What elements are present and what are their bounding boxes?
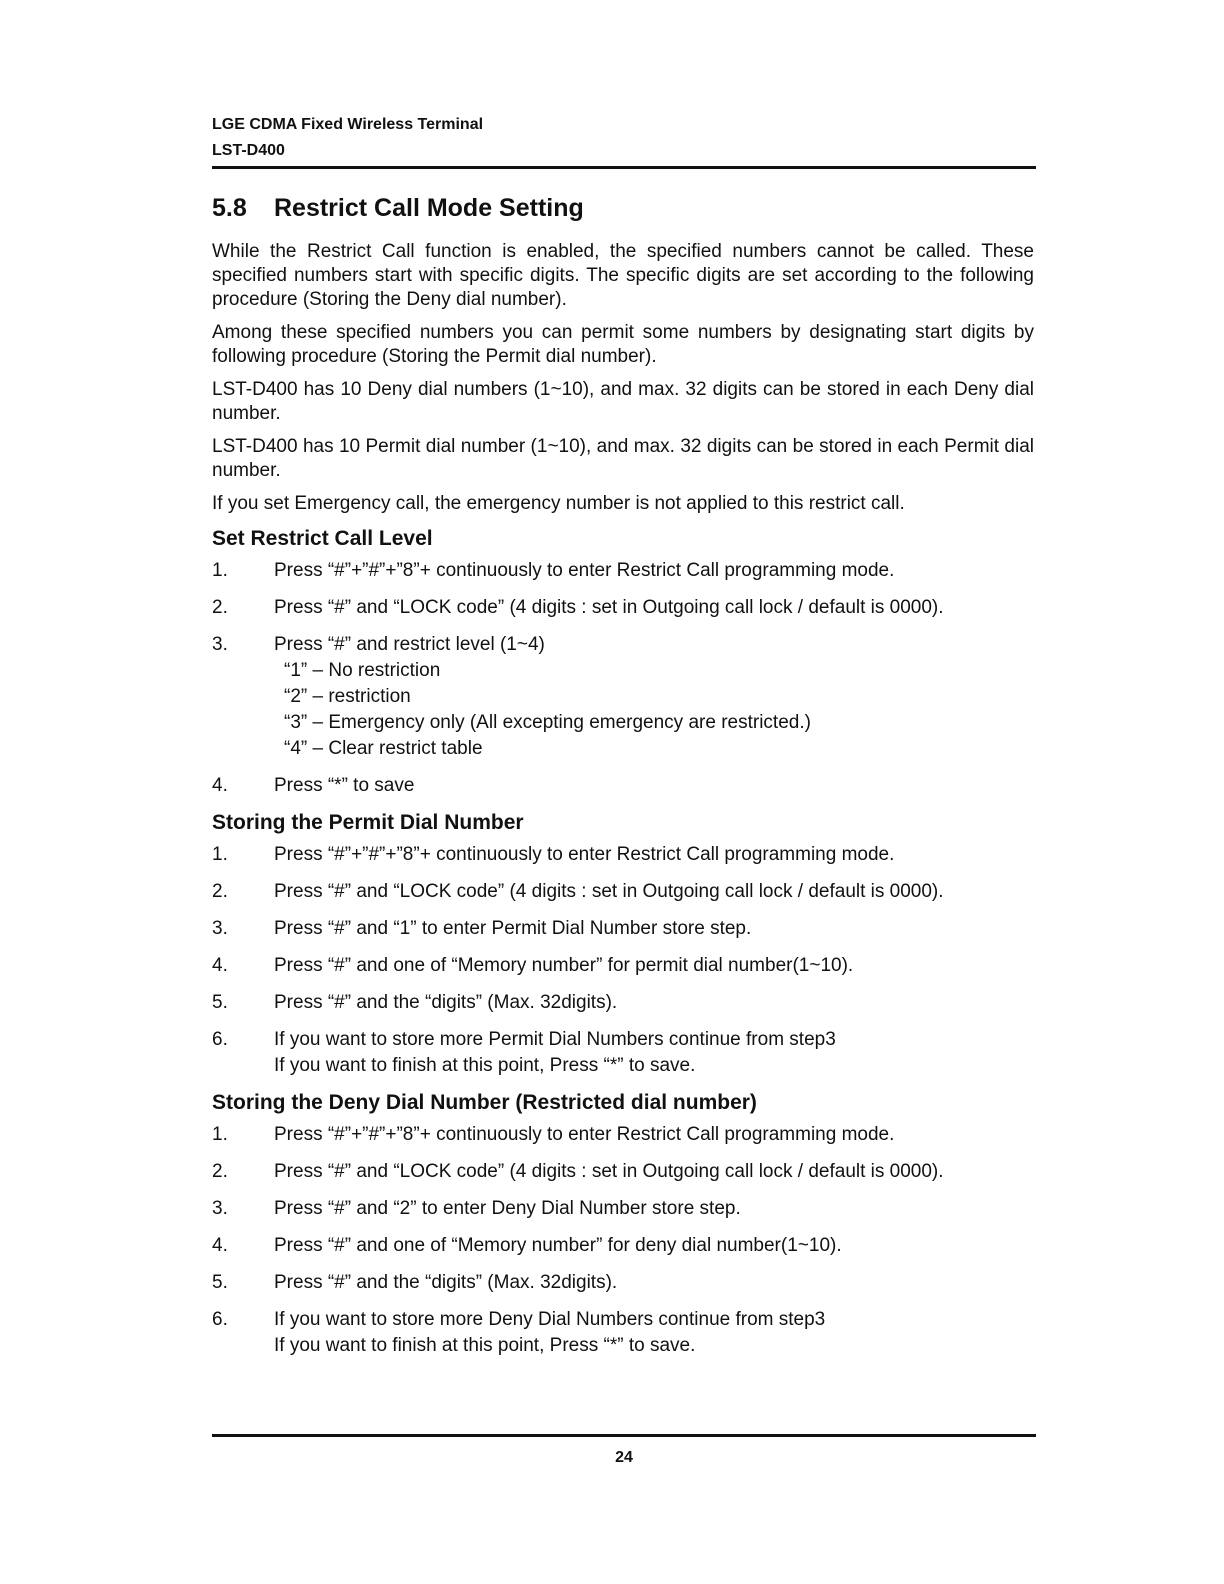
step-text: Press “#”+”#”+”8”+ continuously to enter Restrict Call programming mode. — [274, 560, 895, 581]
step-text: Press “#” and one of “Memory number” for deny dial number(1~10). — [274, 1235, 842, 1256]
header-title: LGE CDMA Fixed Wireless Terminal — [212, 116, 484, 133]
step-number: 1. — [212, 560, 228, 581]
permit-heading: Storing the Permit Dial Number — [212, 811, 524, 834]
step-number: 6. — [212, 1309, 228, 1330]
level-steps — [212, 558, 1034, 799]
page-content — [212, 190, 1034, 1370]
step-text-group — [274, 1027, 1034, 1079]
step-number: 5. — [212, 1272, 228, 1293]
step-number: 3. — [212, 634, 228, 655]
list-item — [212, 953, 1034, 979]
list-item — [212, 879, 1034, 905]
list-item — [212, 1307, 1034, 1359]
level-option: “2” – restriction — [284, 686, 411, 707]
list-item — [212, 1270, 1034, 1296]
step-number: 1. — [212, 844, 228, 865]
step-number: 2. — [212, 1161, 228, 1182]
level-heading: Set Restrict Call Level — [212, 527, 433, 550]
step-number: 4. — [212, 955, 228, 976]
level-option: “4” – Clear restrict table — [284, 738, 483, 759]
step-number: 4. — [212, 1235, 228, 1256]
step-text: Press “#” and “LOCK code” (4 digits : set in Outgoing call lock / default is 0000). — [274, 1161, 944, 1182]
intro-paragraph: While the Restrict Call function is enabled, the specified numbers cannot be called. These specified numbers start with specific digits. The specific digits are set according to the following procedure (Storing the Deny dial number). — [212, 241, 1034, 310]
page-number: 24 — [615, 1449, 633, 1466]
step-number: 3. — [212, 1198, 228, 1219]
list-item — [212, 916, 1034, 942]
step-text: Press “#” and the “digits” (Max. 32digits). — [274, 1272, 618, 1293]
step-text: Press “#”+”#”+”8”+ continuously to enter Restrict Call programming mode. — [274, 844, 895, 865]
section-heading — [212, 190, 1034, 226]
intro-paragraph: LST-D400 has 10 Deny dial numbers (1~10), and max. 32 digits can be stored in each Deny dial number. — [212, 379, 1034, 424]
step-number: 5. — [212, 992, 228, 1013]
list-item — [212, 842, 1034, 868]
list-item — [212, 632, 1034, 762]
step-text-group — [274, 632, 1034, 762]
step-text: Press “#” and “2” to enter Deny Dial Number store step. — [274, 1198, 741, 1219]
step-number: 2. — [212, 597, 228, 618]
step-number: 2. — [212, 881, 228, 902]
step-text: If you want to store more Deny Dial Numbers continue from step3 — [274, 1309, 826, 1330]
step-number: 6. — [212, 1029, 228, 1050]
list-item — [212, 1233, 1034, 1259]
list-item — [212, 1159, 1034, 1185]
intro-paragraph: If you set Emergency call, the emergency number is not applied to this restrict call. — [212, 493, 905, 514]
list-item — [212, 595, 1034, 621]
step-text: Press “#” and “1” to enter Permit Dial Number store step. — [274, 918, 752, 939]
step-number: 3. — [212, 918, 228, 939]
step-text: Press “#” and restrict level (1~4) — [274, 634, 545, 655]
level-option: “3” – Emergency only (All excepting emergency are restricted.) — [284, 712, 811, 733]
header-rule — [212, 166, 1036, 169]
permit-steps — [212, 842, 1034, 1079]
step-text: Press “#” and the “digits” (Max. 32digits). — [274, 992, 618, 1013]
header-model: LST-D400 — [212, 142, 285, 159]
step-text-continued: If you want to finish at this point, Press “*” to save. — [274, 1335, 696, 1356]
page-header — [212, 112, 1036, 169]
list-item — [212, 1122, 1034, 1148]
step-number: 1. — [212, 1124, 228, 1145]
intro-paragraph: Among these specified numbers you can permit some numbers by designating start digits by following procedure (Storing the Permit dial number). — [212, 322, 1034, 367]
list-item — [212, 558, 1034, 584]
intro-paragraph: LST-D400 has 10 Permit dial number (1~10), and max. 32 digits can be stored in each Permit dial number. — [212, 436, 1034, 481]
page-footer — [212, 1434, 1036, 1467]
step-text: Press “#” and “LOCK code” (4 digits : set in Outgoing call lock / default is 0000). — [274, 881, 944, 902]
step-text-group — [274, 1307, 1034, 1359]
level-option: “1” – No restriction — [284, 660, 441, 681]
list-item — [212, 990, 1034, 1016]
step-text-continued: If you want to finish at this point, Press “*” to save. — [274, 1055, 696, 1076]
list-item — [212, 1027, 1034, 1079]
deny-heading: Storing the Deny Dial Number (Restricted dial number) — [212, 1091, 757, 1114]
step-number: 4. — [212, 775, 228, 796]
deny-steps — [212, 1122, 1034, 1359]
section-number: 5.8 — [212, 194, 247, 222]
step-text: Press “*” to save — [274, 775, 415, 796]
step-text: Press “#”+”#”+”8”+ continuously to enter Restrict Call programming mode. — [274, 1124, 895, 1145]
footer-rule — [212, 1434, 1036, 1437]
step-text: Press “#” and “LOCK code” (4 digits : set in Outgoing call lock / default is 0000). — [274, 597, 944, 618]
section-title: Restrict Call Mode Setting — [274, 194, 584, 222]
step-text: If you want to store more Permit Dial Numbers continue from step3 — [274, 1029, 836, 1050]
list-item — [212, 773, 1034, 799]
step-text: Press “#” and one of “Memory number” for permit dial number(1~10). — [274, 955, 854, 976]
list-item — [212, 1196, 1034, 1222]
